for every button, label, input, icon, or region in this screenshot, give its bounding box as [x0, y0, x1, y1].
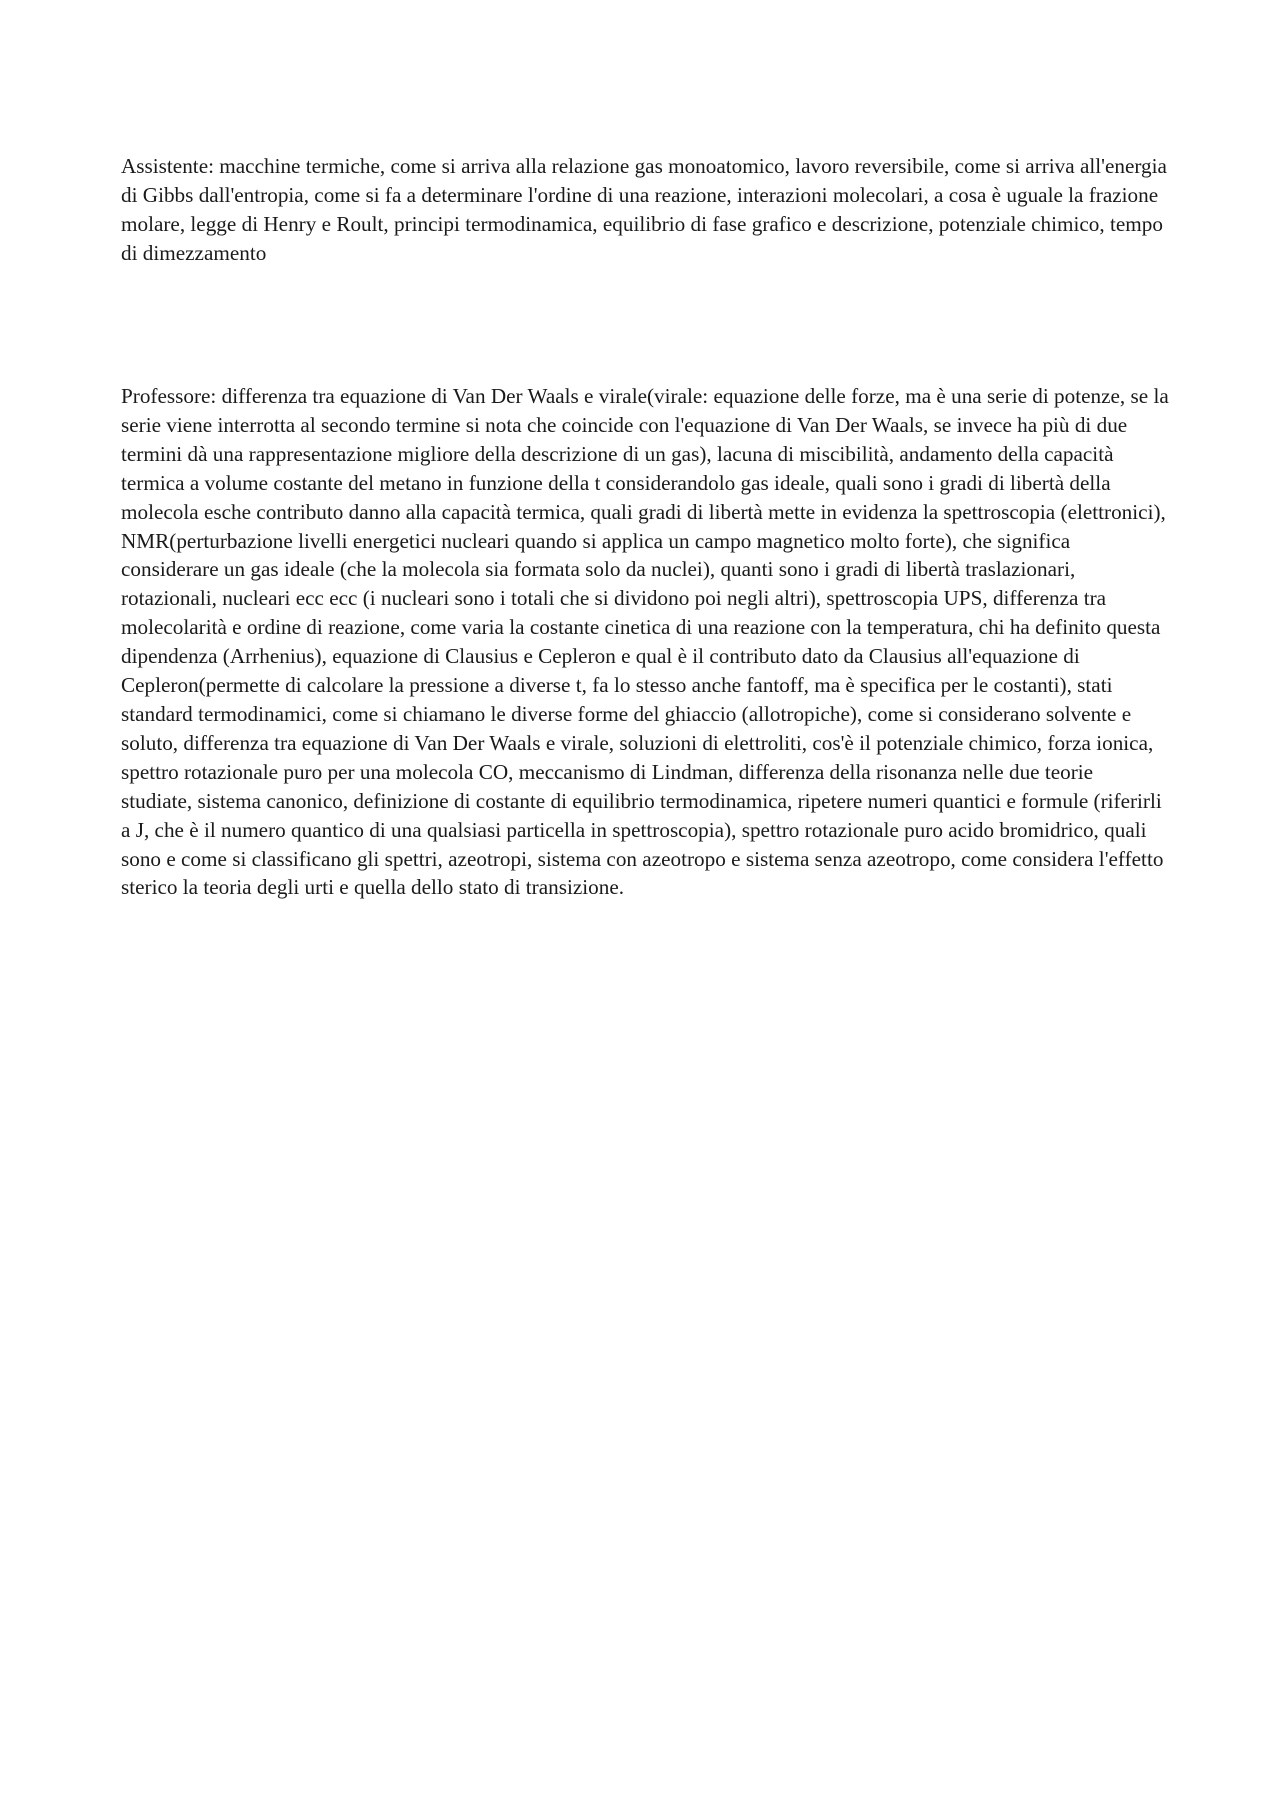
paragraph-professore: Professore: differenza tra equazione di Van Der Waals e virale(virale: equazione delle forze, ma è una serie di potenze, se la serie viene interrotta al secondo termine si nota che coincide con l'equazione di Van Der Waals, se invece ha più di due termini dà una rappresentazione migliore della descrizione di un gas), lacuna di miscibilità, andamento della capacità termica a volume costante del metano in funzione della t considerandolo gas ideale, quali sono i gradi di libertà della molecola esche contributo danno alla capacità termica, quali gradi di libertà mette in evidenza la spettroscopia (elettronici), NMR(perturbazione livelli energetici nucleari quando si applica un campo magnetico molto forte), che significa considerare un gas ideale (che la molecola sia formata solo da nuclei), quanti sono i gradi di libertà traslazionari, rotazionali, nucleari ecc ecc (i nucleari sono i totali che si dividono poi negli altri), spettroscopia UPS, differenza tra molecolarità e ordine di reazione, come varia la costante cinetica di una reazione con la temperatura, chi ha definito questa dipendenza (Arrhenius), equazione di Clausius e Cepleron e qual è il contributo dato da Clausius all'equazione di Cepleron(permette di calcolare la pressione a diverse t, fa lo stesso anche fantoff, ma è specifica per le costanti), stati standard termodinamici, come si chiamano le diverse forme del ghiaccio (allotropiche), come si considerano solvente e soluto, differenza tra equazione di Van Der Waals e virale, soluzioni di elettroliti, cos'è il potenziale chimico, forza ionica, spettro rotazionale puro per una molecola CO, meccanismo di Lindman, differenza della risonanza nelle due teorie studiate, sistema canonico, definizione di costante di equilibrio termodinamica, ripetere numeri quantici e formule (riferirli a J, che è il numero quantico di una qualsiasi particella in spettroscopia), spettro rotazionale puro acido bromidrico, quali sono e come si classificano gli spettri, azeotropi, sistema con azeotropo e sistema senza azeotropo, come considera l'effetto sterico la teoria degli urti e quella dello stato di transizione. — [121, 384, 1169, 900]
paragraph-assistente: Assistente: macchine termiche, come si arriva alla relazione gas monoatomico, lavoro reversibile, come si arriva all'energia di Gibbs dall'entropia, come si fa a determinare l'ordine di una reazione, interazioni molecolari, a cosa è uguale la frazione molare, legge di Henry e Roult, principi termodinamica, equilibrio di fase grafico e descrizione, potenziale chimico, tempo di dimezzamento — [121, 154, 1167, 265]
